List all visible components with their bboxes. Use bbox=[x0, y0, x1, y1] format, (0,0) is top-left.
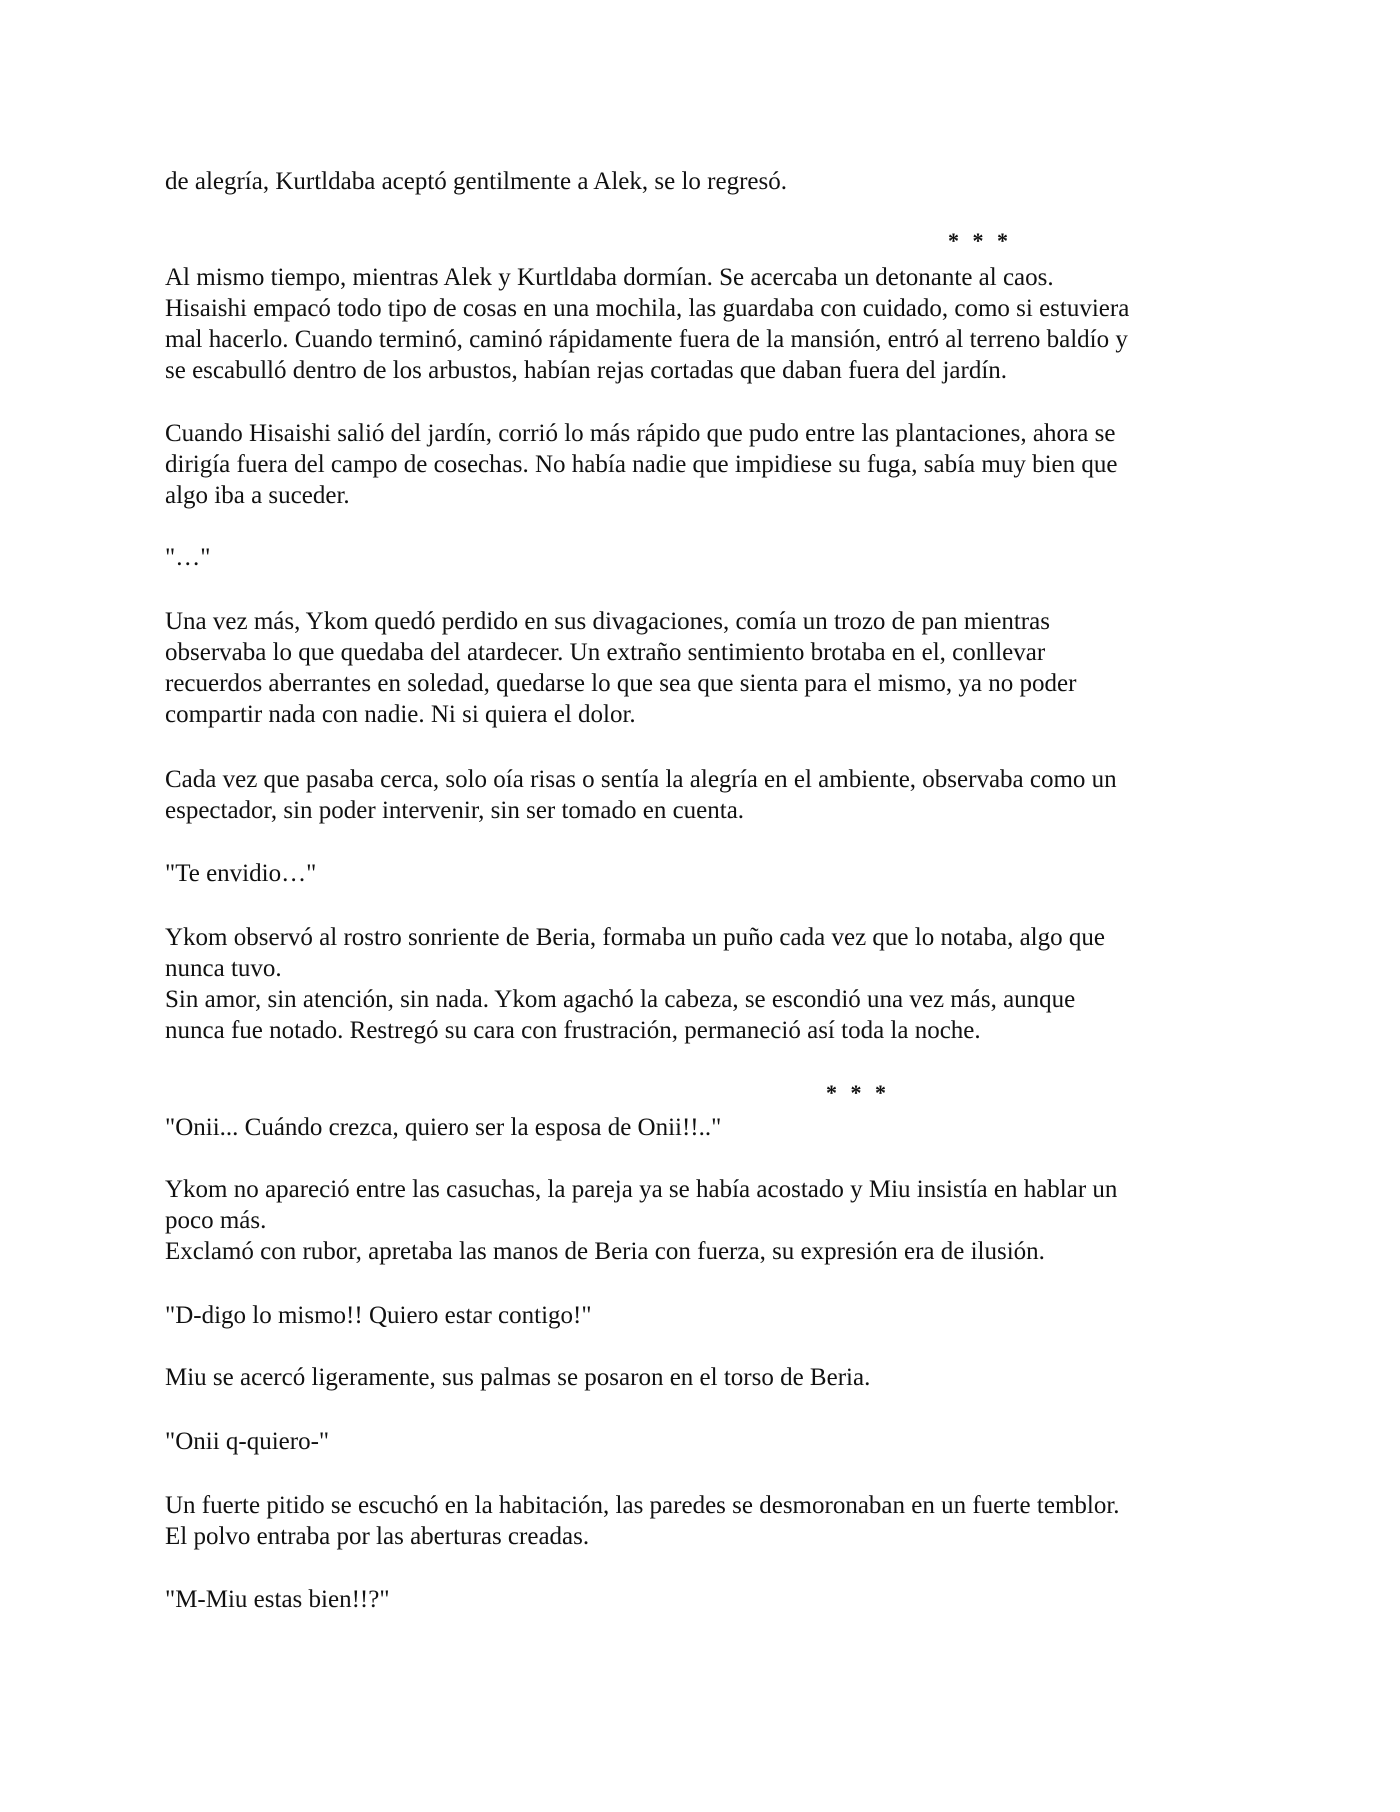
paragraph-9: Un fuerte pitido se escuchó en la habitación, las paredes se desmoronaban en un fuerte temblor. El polvo entraba por las aberturas creadas. bbox=[165, 1492, 1120, 1550]
paragraph-7: Ykom no apareció entre las casuchas, la pareja ya se había acostado y Miu insistía en hablar un poco más. Exclamó con rubor, apretaba las manos de Beria con fuerza, su expresión era de ilusión. bbox=[165, 1176, 1118, 1265]
dialogue-ellipsis: "…" bbox=[165, 544, 211, 571]
paragraph-4: Una vez más, Ykom quedó perdido en sus divagaciones, comía un trozo de pan mientras observaba lo que quedaba del atardecer. Un extraño sentimiento brotaba en el, conllevar recuerdos aberrantes en soledad, quedarse lo que sea que sienta para el mismo, ya no poder compartir nada con nadie. Ni si quiera el dolor. bbox=[165, 608, 1077, 728]
dialogue-onii: "Onii... Cuándo crezca, quiero ser la esposa de Onii!!.." bbox=[165, 1114, 722, 1141]
paragraph-5: Cada vez que pasaba cerca, solo oía risas o sentía la alegría en el ambiente, observaba como un espectador, sin poder intervenir, sin ser tomado en cuenta. bbox=[165, 766, 1117, 824]
paragraph-8: Miu se acercó ligeramente, sus palmas se posaron en el torso de Beria. bbox=[165, 1364, 871, 1391]
dialogue-miu-estas-bien: "M-Miu estas bien!!?" bbox=[165, 1586, 390, 1613]
scene-separator-1: * * * bbox=[948, 228, 1012, 253]
dialogue-te-envidio: "Te envidio…" bbox=[165, 860, 317, 887]
paragraph-6: Ykom observó al rostro sonriente de Beria, formaba un puño cada vez que lo notaba, algo que nunca tuvo. Sin amor, sin atención, sin nada. Ykom agachó la cabeza, se escondió una vez más, aunque nunca fue notado. Restregó su cara con frustración, permaneció así toda la noche. bbox=[165, 924, 1105, 1044]
paragraph-2: Al mismo tiempo, mientras Alek y Kurtldaba dormían. Se acercaba un detonante al caos. Hisaishi empacó todo tipo de cosas en una mochila, las guardaba con cuidado, como si estuviera mal hacerlo. Cuando terminó, caminó rápidamente fuera de la mansión, entró al terreno baldío y se escabulló dentro de los arbustos, habían rejas cortadas que daban fuera del jardín. bbox=[165, 264, 1130, 384]
dialogue-d-digo: "D-digo lo mismo!! Quiero estar contigo!" bbox=[165, 1302, 592, 1329]
scene-separator-2: * * * bbox=[826, 1080, 890, 1105]
paragraph-3: Cuando Hisaishi salió del jardín, corrió lo más rápido que pudo entre las plantaciones, ahora se dirigía fuera del campo de cosechas. No había nadie que impidiese su fuga, sabía muy bien que algo iba a suceder. bbox=[165, 420, 1118, 509]
dialogue-onii-quiero: "Onii q-quiero-" bbox=[165, 1428, 330, 1455]
paragraph-1: de alegría, Kurtldaba aceptó gentilmente a Alek, se lo regresó. bbox=[165, 168, 787, 195]
